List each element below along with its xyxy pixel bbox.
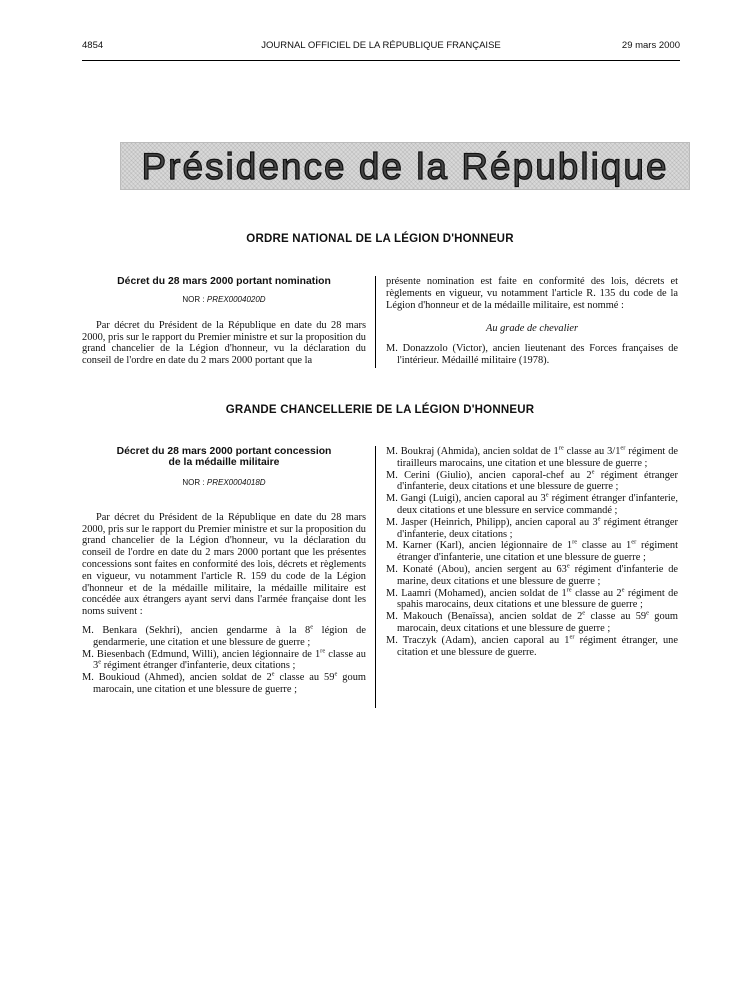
entry-text: M. Biesenbach (Edmund, Willi), ancien légionnaire de 1 bbox=[82, 648, 321, 660]
recipient-entry bbox=[82, 625, 366, 649]
recipient-entry bbox=[386, 588, 678, 612]
entry-text: M. Laamri (Mohamed), ancien soldat de 1 bbox=[386, 587, 567, 599]
recipient-entry bbox=[82, 672, 366, 696]
nor-label: NOR : bbox=[182, 478, 205, 487]
ordinal-suffix: er bbox=[631, 538, 637, 546]
nor-code: PREX0004020D bbox=[206, 295, 266, 304]
ordinal-suffix: e bbox=[271, 670, 275, 678]
recipient-entry bbox=[386, 540, 678, 564]
nor-code: PREX0004018D bbox=[206, 478, 266, 487]
entry-text: M. Benkara (Sekhri), ancien gendarme à la 8 bbox=[82, 624, 311, 636]
ordinal-suffix: e bbox=[591, 468, 595, 476]
entry-text: régiment de spahis marocains, deux citations et une blessure de guerre ; bbox=[397, 587, 678, 611]
ordinal-suffix: e bbox=[597, 515, 601, 523]
decree-title: Décret du 28 mars 2000 portant nomination bbox=[117, 276, 331, 287]
ordinal-suffix: er bbox=[620, 444, 626, 452]
entry-text: régiment étranger d'infanterie, deux citations et une blessure en service commandé ; bbox=[397, 493, 678, 516]
entry-text: M. Cerini (Giulio), ancien caporal-chef au 2 bbox=[386, 469, 592, 481]
entry-text: régiment étranger d'infanterie, deux citations et une blessure de guerre ; bbox=[397, 469, 678, 493]
issue-date: 29 mars 2000 bbox=[621, 40, 680, 51]
section-banner bbox=[120, 142, 690, 190]
entry-text: classe au 3 bbox=[93, 648, 366, 672]
decree-body-left: Par décret du Président de la République en date du 28 mars 2000, pris sur le rapport du Premier ministre et sur la proposition du grand chancelier de la Légion d'honneur, vu la déclaration du conseil de l'ordre en date du 2 mars 2000 portant que la bbox=[82, 319, 366, 367]
ordinal-suffix: e bbox=[621, 586, 625, 594]
column-divider bbox=[375, 446, 376, 708]
ordinal-suffix: e bbox=[545, 491, 549, 499]
ordinal-suffix: re bbox=[572, 538, 578, 546]
section-title-ordre-national: ORDRE NATIONAL DE LA LÉGION D'HONNEUR bbox=[246, 233, 514, 245]
column-divider bbox=[375, 276, 376, 368]
entry-text: classe au 3/1 bbox=[563, 446, 621, 457]
ordinal-suffix: re bbox=[558, 444, 564, 452]
ordinal-suffix: e bbox=[334, 670, 338, 678]
right-entry-list bbox=[386, 446, 678, 658]
recipient-entry bbox=[386, 564, 678, 588]
entry-text: M. Boukraj (Ahmida), ancien soldat de 1 bbox=[386, 446, 559, 457]
entry-text: régiment d'infanterie de marine, deux citations et une blessure de guerre ; bbox=[397, 563, 678, 587]
decree-title-line2: de la médaille militaire bbox=[168, 457, 280, 468]
nor-label: NOR : bbox=[182, 295, 205, 304]
entry-text: régiment étranger d'infanterie, une citation et une blessure de guerre ; bbox=[397, 540, 678, 564]
entry-text: M. Boukioud (Ahmed), ancien soldat de 2 bbox=[82, 672, 272, 684]
recipient-entry bbox=[386, 446, 678, 470]
recipient-entry bbox=[82, 649, 366, 673]
recipient-entry bbox=[386, 493, 678, 517]
entry-text: classe au 59 bbox=[585, 611, 647, 623]
ordinal-suffix: e bbox=[566, 562, 570, 570]
entry-text: M. Jasper (Heinrich, Philipp), ancien caporal au 3 bbox=[386, 516, 598, 528]
ordinal-suffix: e bbox=[582, 609, 586, 617]
entry-text: M. Traczyk (Adam), ancien caporal au 1 bbox=[386, 634, 570, 646]
page-number: 4854 bbox=[82, 40, 104, 51]
entry-text: régiment de tirailleurs marocains, une citation et une blessure de guerre ; bbox=[397, 446, 679, 469]
nominee-entry: M. Donazzolo (Victor), ancien lieutenant des Forces françaises de l'intérieur. Médaillé militaire (1978). bbox=[386, 343, 678, 366]
ordinal-suffix: re bbox=[566, 586, 572, 594]
recipient-entry bbox=[386, 470, 678, 494]
decree-body: Par décret du Président de la République en date du 28 mars 2000, pris sur le rapport du Premier ministre et sur la proposition du grand chancelier de la Légion d'honneur, vu la déclaration du conseil de l'ordre en date du 2 mars 2000 portant que les présentes concessions sont faites en conformité des lois, décrets et règlements en vigueur, vu notamment l'article R. 159 du code de la Légion d'honneur et de la médaille militaire, la médaille militaire est concédée aux étrangers ayant servi dans l'armée française dont les noms suivent : bbox=[82, 511, 366, 618]
nor-reference bbox=[82, 294, 366, 306]
section2-left-column bbox=[82, 446, 366, 696]
entry-text: goum marocain, deux citations et une blessure de guerre ; bbox=[397, 611, 678, 634]
journal-title: JOURNAL OFFICIEL DE LA RÉPUBLIQUE FRANÇAISE bbox=[261, 40, 501, 51]
nor-reference bbox=[82, 477, 366, 489]
entry-text: M. Karner (Karl), ancien légionnaire de 1 bbox=[386, 540, 573, 552]
entry-text: légion de gendarmerie, une citation et une blessure de guerre ; bbox=[93, 624, 366, 648]
section1-left-column bbox=[82, 276, 366, 367]
entry-text: M. Makouch (Benaïssa), ancien soldat de 2 bbox=[386, 611, 583, 623]
entry-text: régiment étranger, une citation et une blessure de guerre. bbox=[397, 634, 678, 658]
ordinal-suffix: e bbox=[310, 623, 314, 631]
section2-right-column bbox=[386, 446, 678, 658]
decree-body-right: présente nomination est faite en conformité des lois, décrets et règlements en vigueur, vu notamment l'article R. 135 du code de la Légion d'honneur et de la médaille militaire, est nommé : bbox=[386, 276, 678, 311]
entry-text: classe au 1 bbox=[577, 540, 632, 552]
recipient-entry bbox=[386, 611, 678, 635]
entry-text: goum marocain, une citation et une blessure de guerre ; bbox=[93, 672, 366, 695]
decree-title-line1: Décret du 28 mars 2000 portant concession bbox=[116, 446, 332, 457]
entry-text: classe au 59 bbox=[274, 672, 335, 684]
ordinal-suffix: er bbox=[569, 633, 575, 641]
ordinal-suffix: e bbox=[646, 609, 649, 617]
ordinal-suffix: re bbox=[320, 647, 326, 655]
grade-heading: Au grade de chevalier bbox=[485, 323, 579, 335]
entry-text: M. Konaté (Abou), ancien sergent au 63 bbox=[386, 563, 567, 575]
recipient-entry bbox=[386, 517, 678, 541]
page-header bbox=[82, 40, 680, 54]
section-title-grande-chancellerie: GRANDE CHANCELLERIE DE LA LÉGION D'HONNEUR bbox=[225, 404, 535, 416]
entry-text: M. Gangi (Luigi), ancien caporal au 3 bbox=[386, 493, 546, 505]
entry-text: régiment étranger d'infanterie, deux citations ; bbox=[101, 660, 296, 672]
ordinal-suffix: e bbox=[98, 658, 102, 666]
entry-text: classe au 2 bbox=[571, 587, 622, 599]
banner-title: Présidence de la République bbox=[141, 146, 669, 187]
entry-text: régiment étranger d'infanterie, deux citations ; bbox=[397, 516, 678, 540]
section1-right-column bbox=[386, 276, 678, 367]
recipient-entry bbox=[386, 635, 678, 659]
header-rule bbox=[82, 60, 680, 61]
left-entry-list bbox=[82, 625, 366, 696]
